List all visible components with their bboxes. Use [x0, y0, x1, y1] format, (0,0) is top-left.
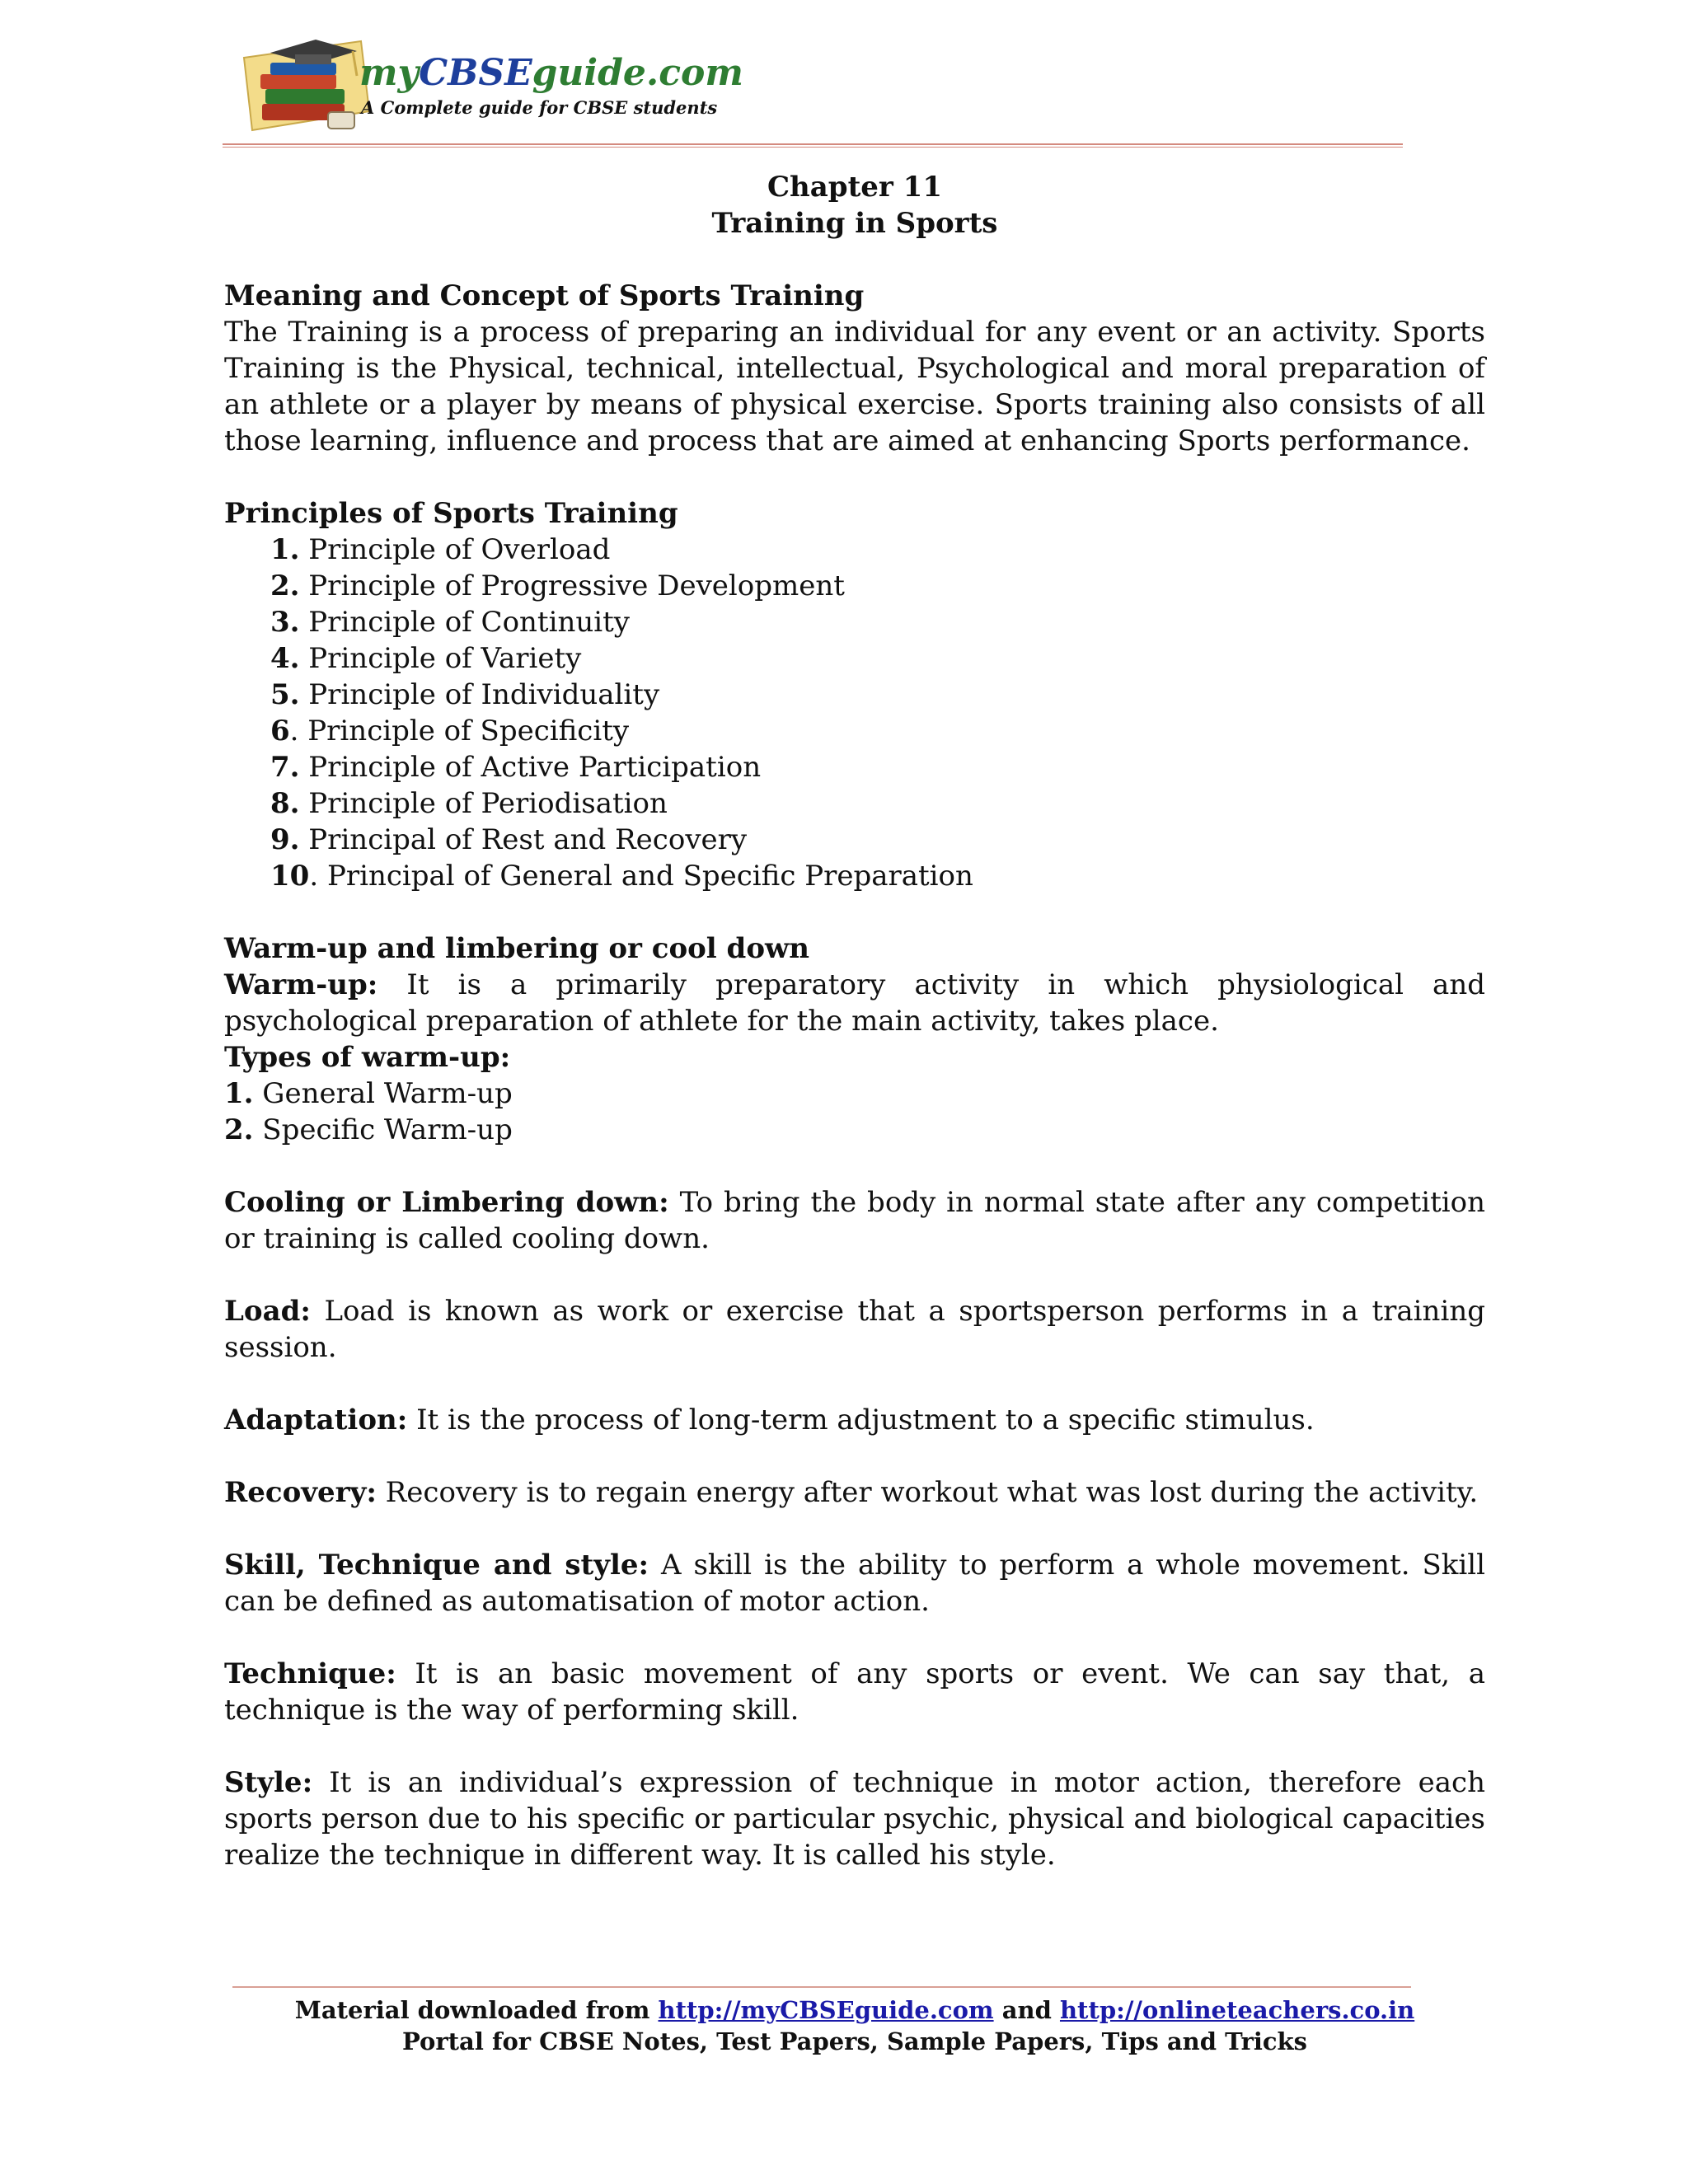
mycbseguide-link[interactable]: http://myCBSEguide.com [658, 1996, 994, 2024]
chapter-title: Training in Sports [711, 207, 998, 240]
brand-tagline: A Complete guide for CBSE students [361, 97, 718, 118]
warmup-heading: Warm-up and limbering or cool down [224, 932, 809, 965]
list-item: 9. Principal of Rest and Recovery [270, 823, 748, 856]
list-item: 2. Specific Warm-up [224, 1113, 513, 1146]
page-header [229, 25, 1400, 157]
list-item: 5. Principle of Individuality [270, 678, 660, 711]
page-footer [224, 1994, 1485, 2057]
chapter-number: Chapter 11 [767, 171, 942, 204]
definition-recovery: Recovery: Recovery is to regain energy after workout what was lost during the activity. [224, 1476, 1479, 1509]
list-item: 1. Principle of Overload [270, 533, 611, 566]
footer-divider [232, 1986, 1411, 1988]
list-item: 4. Principle of Variety [270, 642, 582, 675]
meaning-heading: Meaning and Concept of Sports Training [224, 279, 865, 312]
definition-skill: Skill, Technique and style: A skill is the ability to perform a whole movement. Skill can be defined as automatisation of motor action. [224, 1549, 1485, 1618]
list-item: 8. Principle of Periodisation [270, 787, 668, 820]
header-divider-thin [223, 147, 1403, 148]
brand-wordmark: myCBSEguide.com [359, 52, 743, 94]
footer-line-2: Portal for CBSE Notes, Test Papers, Sample Papers, Tips and Tricks [402, 2027, 1307, 2055]
list-item: 2. Principle of Progressive Development [270, 569, 845, 602]
list-item: 1. General Warm-up [224, 1077, 513, 1110]
definition-technique: Technique: It is an basic movement of any sports or event. We can say that, a technique is the way of performing skill. [224, 1657, 1485, 1727]
list-item: 3. Principle of Continuity [270, 606, 631, 639]
footer-line-1: Material downloaded from http://myCBSEguide.com and http://onlineteachers.co.in [294, 1996, 1415, 2024]
principles-heading: Principles of Sports Training [224, 497, 678, 530]
header-divider [223, 143, 1403, 145]
definition-load: Load: Load is known as work or exercise that a sportsperson performs in a training session. [224, 1295, 1485, 1364]
warmup-paragraph: Warm-up: It is a primarily preparatory activity in which physiological and psychological preparation of athlete for the main activity, takes place. [224, 968, 1485, 1038]
books-graduation-cap-logo [237, 33, 373, 140]
definition-adaptation: Adaptation: It is the process of long-term adjustment to a specific stimulus. [224, 1404, 1315, 1436]
definition-cooling-down: Cooling or Limbering down: To bring the body in normal state after any competition or training is called cooling down. [224, 1186, 1485, 1255]
onlineteachers-link[interactable]: http://onlineteachers.co.in [1059, 1996, 1415, 2024]
meaning-paragraph: The Training is a process of preparing an individual for any event or an activity. Sports Training is the Physical, technical, intellectual, Psychological and moral preparation of an athlete or a player by means of physical exercise. Sports training also consists of all those learning, influence and process that are aimed at enhancing Sports performance. [224, 316, 1485, 457]
principles-list [224, 532, 1485, 894]
list-item: 10. Principal of General and Specific Preparation [270, 860, 973, 893]
warmup-types-list [224, 1076, 1485, 1148]
warmup-types-heading: Types of warm-up: [224, 1041, 511, 1074]
list-item: 6. Principle of Specificity [270, 715, 630, 748]
definition-style: Style: It is an individual’s expression of technique in motor action, therefore each sports person due to his specific or particular psychic, physical and biological capacities realize the technique in different way. It is called his style. [224, 1766, 1485, 1872]
document-body [224, 169, 1485, 1873]
list-item: 7. Principle of Active Participation [270, 751, 762, 784]
